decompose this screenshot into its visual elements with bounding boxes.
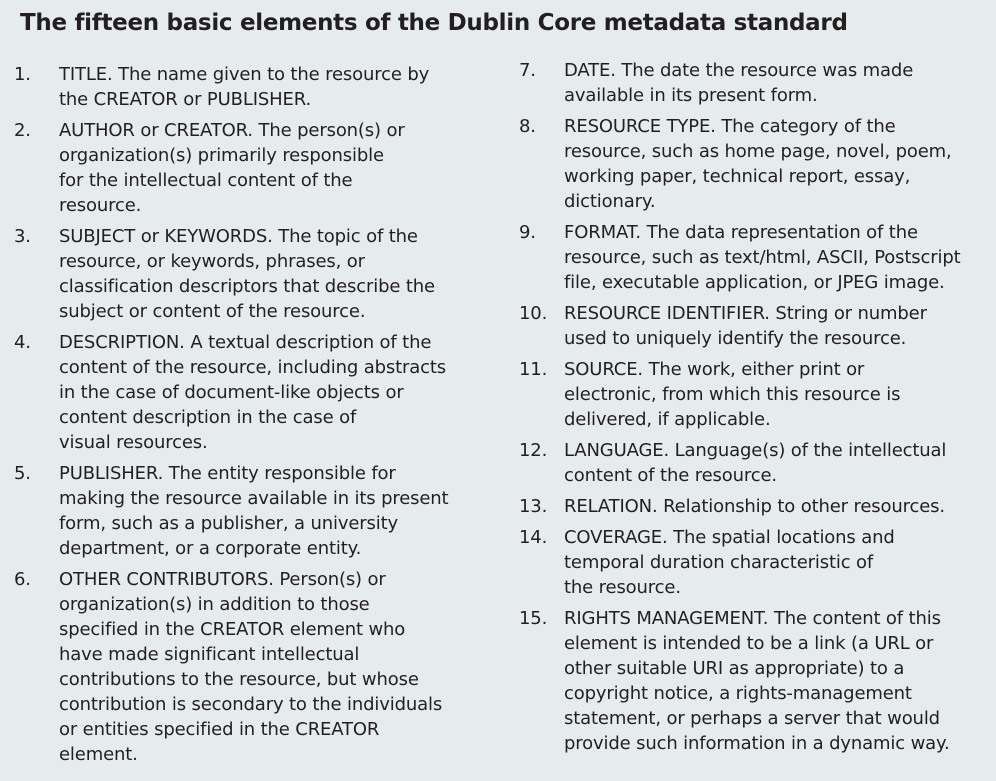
list-item [14, 62, 484, 112]
list-item [519, 525, 991, 600]
item-text-line: temporal duration characteristic of [564, 552, 874, 573]
item-number: 3. [14, 226, 31, 247]
item-text-line: OTHER CONTRIBUTORS. Person(s) or [59, 569, 386, 590]
item-text-line: resource, or keywords, phrases, or [59, 251, 365, 272]
item-number: 5. [14, 463, 31, 484]
item-text [564, 58, 991, 108]
item-text-line: organization(s) primarily responsible [59, 145, 384, 166]
page-title: The fifteen basic elements of the Dublin Core metadata standard [20, 10, 848, 36]
list-item [519, 220, 991, 295]
item-text-line: TITLE. The name given to the resource by [59, 64, 430, 85]
item-text-line: have made significant intellectual [59, 644, 360, 665]
item-text-line: SOURCE. The work, either print or [564, 359, 865, 380]
item-text [59, 567, 484, 767]
item-text-line: organization(s) in addition to those [59, 594, 370, 615]
item-text-line: resource. [59, 195, 142, 216]
item-text-line: subject or content of the resource. [59, 301, 366, 322]
item-number: 1. [14, 64, 31, 85]
item-text-line: other suitable URI as appropriate) to a [564, 658, 905, 679]
list-item [519, 438, 991, 488]
item-text-line: the resource. [564, 577, 681, 598]
list-item [14, 567, 484, 767]
list-item [14, 224, 484, 324]
item-text [564, 525, 991, 600]
item-text-line: element. [59, 744, 138, 765]
item-text-line: RELATION. Relationship to other resources. [564, 496, 945, 517]
item-text-line: working paper, technical report, essay, [564, 166, 911, 187]
item-text [564, 220, 991, 295]
item-text-line: RESOURCE TYPE. The category of the [564, 116, 896, 137]
item-text-line: specified in the CREATOR element who [59, 619, 406, 640]
item-text-line: RESOURCE IDENTIFIER. String or number [564, 303, 927, 324]
item-number: 9. [519, 222, 536, 243]
item-text-line: used to uniquely identify the resource. [564, 328, 907, 349]
item-text-line: for the intellectual content of the [59, 170, 353, 191]
item-text [564, 301, 991, 351]
item-number: 12. [519, 440, 548, 461]
item-number: 6. [14, 569, 31, 590]
list-item [519, 114, 991, 214]
list-item [519, 494, 991, 519]
item-text-line: resource, such as home page, novel, poem, [564, 141, 952, 162]
item-text [59, 461, 484, 561]
item-text-line: content description in the case of [59, 407, 357, 428]
item-text-line: DESCRIPTION. A textual description of the [59, 332, 432, 353]
item-text-line: AUTHOR or CREATOR. The person(s) or [59, 120, 405, 141]
item-text-line: content of the resource, including abstracts [59, 357, 447, 378]
list-item [519, 58, 991, 108]
item-number: 7. [519, 60, 536, 81]
item-text-line: the CREATOR or PUBLISHER. [59, 89, 312, 110]
item-text [564, 606, 991, 756]
item-text [564, 114, 991, 214]
item-text-line: content of the resource. [564, 465, 777, 486]
item-text-line: visual resources. [59, 432, 208, 453]
item-text-line: resource, such as text/html, ASCII, Postscript [564, 247, 961, 268]
item-number: 8. [519, 116, 536, 137]
item-text-line: in the case of document-like objects or [59, 382, 404, 403]
item-text-line: dictionary. [564, 191, 656, 212]
list-item [14, 461, 484, 561]
item-text-line: delivered, if applicable. [564, 409, 771, 430]
item-text-line: department, or a corporate entity. [59, 538, 362, 559]
list-item [519, 301, 991, 351]
item-text-line: FORMAT. The data representation of the [564, 222, 918, 243]
list-item [14, 118, 484, 218]
item-text-line: or entities specified in the CREATOR [59, 719, 380, 740]
item-number: 11. [519, 359, 548, 380]
item-text-line: available in its present form. [564, 85, 818, 106]
item-number: 2. [14, 120, 31, 141]
item-number: 14. [519, 527, 548, 548]
item-number: 10. [519, 303, 548, 324]
item-text [564, 494, 991, 519]
item-text-line: statement, or perhaps a server that would [564, 708, 940, 729]
item-text-line: SUBJECT or KEYWORDS. The topic of the [59, 226, 418, 247]
item-text-line: contribution is secondary to the individuals [59, 694, 443, 715]
item-text-line: RIGHTS MANAGEMENT. The content of this [564, 608, 941, 629]
item-text-line: COVERAGE. The spatial locations and [564, 527, 895, 548]
item-text [564, 438, 991, 488]
item-text-line: copyright notice, a rights-management [564, 683, 912, 704]
item-text [59, 118, 484, 218]
item-text-line: file, executable application, or JPEG image. [564, 272, 945, 293]
list-item [519, 357, 991, 432]
item-text-line: provide such information in a dynamic way. [564, 733, 950, 754]
item-text-line: contributions to the resource, but whose [59, 669, 419, 690]
item-number: 15. [519, 608, 548, 629]
right-column [519, 58, 991, 762]
item-text-line: LANGUAGE. Language(s) of the intellectual [564, 440, 947, 461]
list-item [14, 330, 484, 455]
item-text-line: classification descriptors that describe the [59, 276, 435, 297]
item-text-line: PUBLISHER. The entity responsible for [59, 463, 396, 484]
item-text-line: DATE. The date the resource was made [564, 60, 914, 81]
item-text-line: electronic, from which this resource is [564, 384, 901, 405]
item-text [59, 330, 484, 455]
item-text-line: form, such as a publisher, a university [59, 513, 399, 534]
item-number: 4. [14, 332, 31, 353]
item-text [59, 62, 484, 112]
item-text [59, 224, 484, 324]
item-number: 13. [519, 496, 548, 517]
item-text [564, 357, 991, 432]
left-column [14, 62, 484, 773]
list-item [519, 606, 991, 756]
item-text-line: making the resource available in its present [59, 488, 449, 509]
item-text-line: element is intended to be a link (a URL or [564, 633, 934, 654]
